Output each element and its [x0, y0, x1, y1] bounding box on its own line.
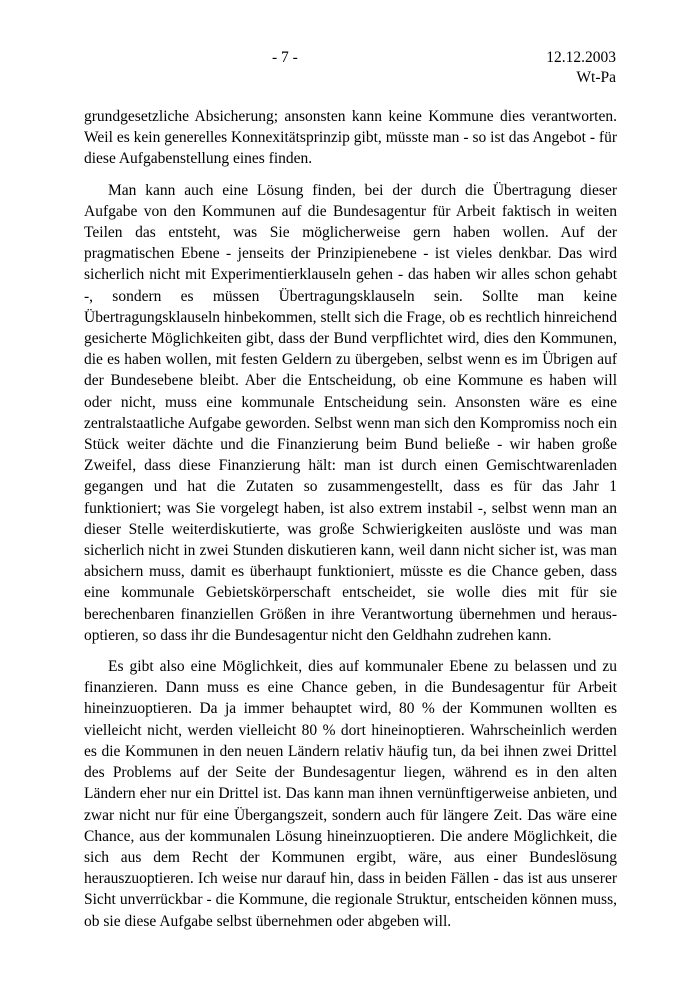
- page-number: - 7 -: [272, 49, 298, 66]
- page-header: [0, 48, 700, 88]
- paragraph-continuation: grundgesetzliche Absicherung; ansonsten kann keine Kommune dies verantworten. Weil es kein generelles Konnexitätsprinzip gibt, müsste man - so ist das Angebot - für diese Aufgabenstellung eines finden.: [84, 108, 617, 168]
- author-initials: Wt-Pa: [576, 69, 616, 86]
- paragraph: Man kann auch eine Lösung finden, bei der durch die Übertragung dieser Aufgabe von den Kommunen auf die Bundesagentur für Arbeit faktisch in weiten Teilen das entsteht, was Sie möglicherweise gern haben wollen. Auf der pragmatischen Ebene - jenseits der Prinzipienebene - ist vieles denkbar. Das wird sicherlich nicht mit Experimentierklauseln gehen - das haben wir alles schon gehabt -, sondern es müssen Übertragungsklauseln sein. Sollte man keine Übertragungsklauseln hinbekommen, stellt sich die Frage, ob es rechtlich hinreichend gesicherte Möglichkeiten gibt, dass der Bund verpflichtet wird, dies den Kommunen, die es haben wollen, mit festen Geldern zu übergeben, selbst wenn es im Übrigen auf der Bundesebene bleibt. Aber die Entscheidung, ob eine Kommune es haben will oder nicht, muss eine kommunale Entscheidung sein. Ansonsten wäre es eine zentralstaatliche Aufgabe geworden. Selbst wenn man sich den Kompromiss noch ein Stück weiter dächte und die Finanzierung beim Bund beließe - wir haben große Zweifel, dass diese Finanzierung hält: man ist durch einen Gemischtwarenladen gegangen und hat die Zutaten so zusammengestellt, dass es für das Jahr 1 funktioniert; was Sie vorgelegt haben, ist also extrem instabil -, selbst wenn man an dieser Stelle weiterdiskutierte, was große Schwierigkeiten auslöste und was man sicherlich nicht in zwei Stunden diskutieren kann, weil dann nicht sicher ist, was man absichern muss, damit es überhaupt funktioniert, müsste es die Chance geben, dass eine kommunale Gebietskörperschaft entscheidet, sie wolle dies mit für sie berechenbaren finanziellen Größen in ihre Verantwortung übernehmen und heraus-optieren, so dass ihr die Bundesagentur nicht den Geldhahn zudrehen kann.: [84, 181, 617, 644]
- header-meta: [546, 48, 616, 88]
- document-body: [84, 106, 617, 942]
- paragraph: Es gibt also eine Möglichkeit, dies auf kommunaler Ebene zu belassen und zu finanzieren. Dann muss es eine Chance geben, in die Bundesagentur für Arbeit hineinzuoptieren. Da ja immer behauptet wird, 80 % der Kommunen wollten es vielleicht nicht, werden vielleicht 80 % dort hineinoptieren. Wahrscheinlich werden es die Kommunen in den neuen Ländern relativ häufig tun, da bei ihnen zwei Drittel des Problems auf der Seite der Bundesagentur liegen, während es in den alten Ländern eher nur ein Drittel ist. Das kann man ihnen vernünftigerweise anbieten, und zwar nicht nur für eine Übergangszeit, sondern auch für längere Zeit. Das wäre eine Chance, aus der kommunalen Lösung hineinzuoptieren. Die andere Möglichkeit, die sich aus dem Recht der Kommunen ergibt, wäre, aus einer Bundeslösung herauszuoptieren. Ich weise nur darauf hin, dass in beiden Fällen - das ist aus unserer Sicht unverrückbar - die Kommune, die regionale Struktur, entscheiden können muss, ob sie diese Aufgabe selbst übernehmen oder abgeben will.: [84, 658, 617, 930]
- document-date: 12.12.2003: [546, 49, 616, 66]
